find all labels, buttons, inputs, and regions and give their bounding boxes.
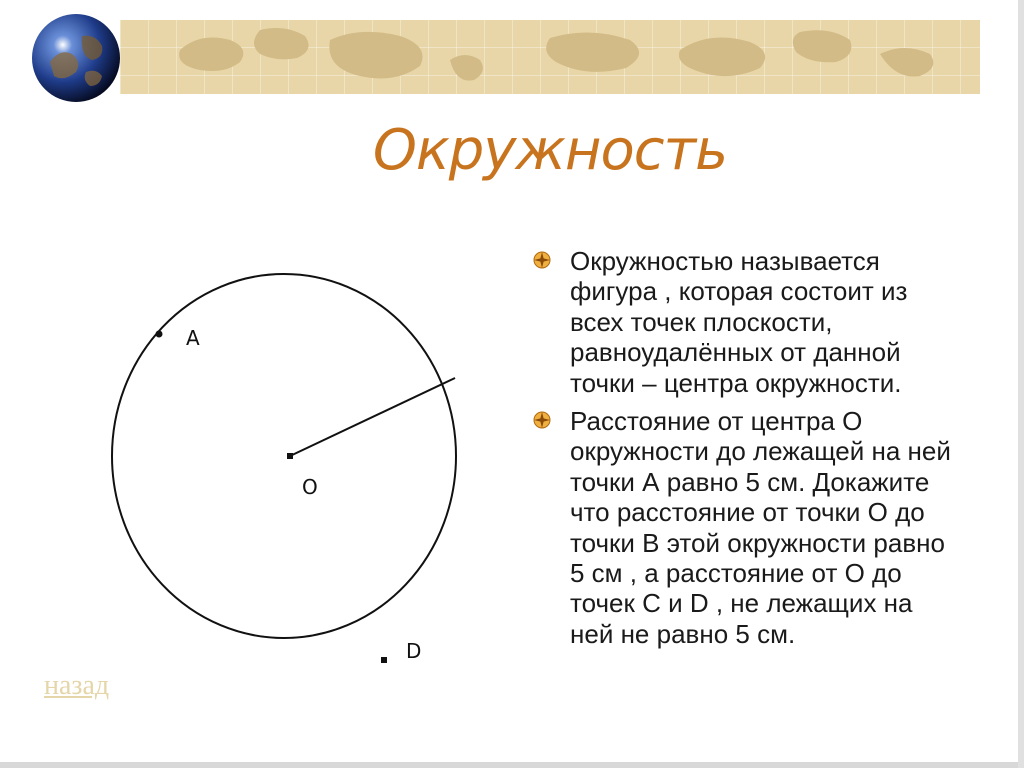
bullet-text: Расстояние от центра О окружности до лежащей на ней точки А равно 5 см. Докажите что расстояние от точки О до точки В этой окружности равно 5 см , а расстояние от О до точек С и D , не лежащих на ней не равно 5 см.: [570, 406, 951, 649]
back-link[interactable]: назад: [44, 670, 110, 701]
point-d-dot: [381, 657, 387, 663]
center-point: [287, 453, 293, 459]
point-a-label: A: [186, 326, 200, 350]
circle: [112, 274, 456, 638]
bullet-text: Окружностью называется фигура , которая состоит из всех точек плоскости, равноудалённых от данной точки – центра окружности.: [570, 246, 908, 398]
point-o-label: O: [302, 475, 318, 499]
list-item: [532, 246, 962, 398]
point-a-dot: [156, 331, 163, 338]
list-item: [532, 406, 962, 649]
point-d-label: D: [406, 639, 422, 663]
compass-star-icon: [532, 410, 552, 430]
slide-title: Окружность: [372, 118, 728, 183]
bullet-list: [532, 246, 962, 657]
radius-line: [290, 378, 455, 456]
compass-star-icon: [532, 250, 552, 270]
bottom-border: [0, 762, 1024, 768]
right-border: [1018, 0, 1024, 768]
